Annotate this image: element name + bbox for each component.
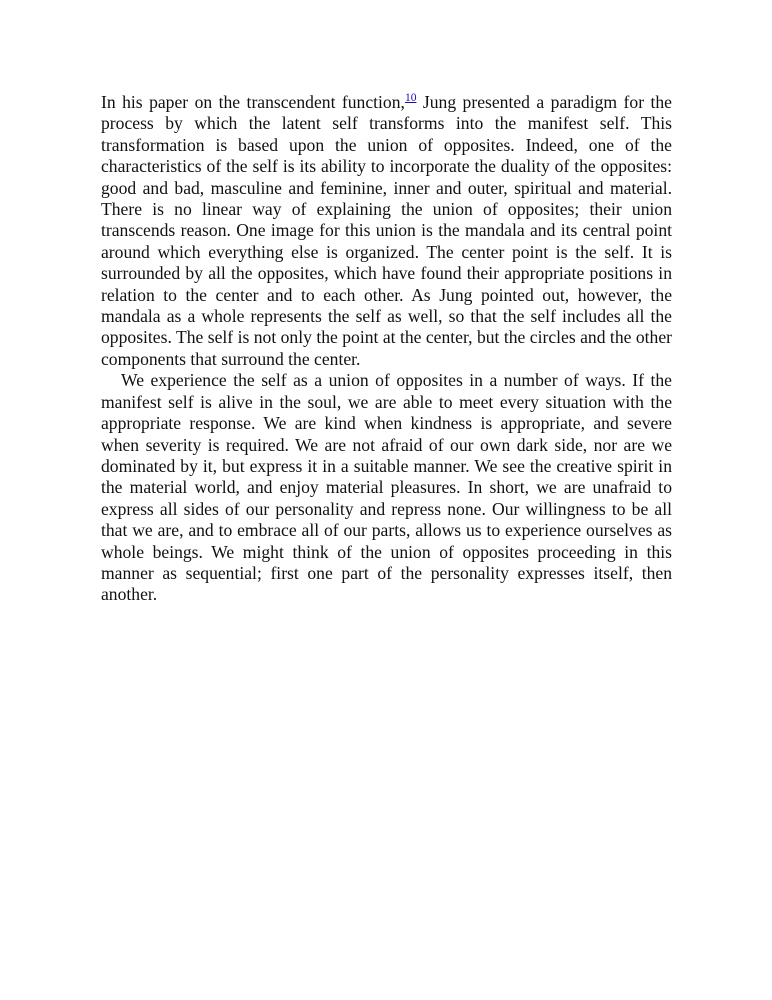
paragraph-1-text-rest: Jung presented a paradigm for the process by which the latent self transforms into the manifest self. This transformation is based upon the union of opposites. Indeed, one of the characteristics of the self is its ability to incorporate the duality of the opposites: good and bad, masculine and feminine, inner and outer, spiritual and material. There is no linear way of explaining the union of opposites; their union transcends reason. One image for this union is the mandala and its central point around which everything else is organized. The center point is the self. It is surrounded by all the opposites, which have found their appropriate positions in relation to the center and to each other. As Jung pointed out, however, the mandala as a whole represents the self as well, so that the self includes all the opposites. The self is not only the point at the center, but the circles and the other components that surround the center. [101,92,672,369]
paragraph-1-text-start: In his paper on the transcendent function, [101,92,405,112]
paragraph-1 [101,92,672,370]
paragraph-2: We experience the self as a union of opposites in a number of ways. If the manifest self is alive in the soul, we are able to meet every situation with the appropriate response. We are kind when kindness is appropriate, and severe when severity is required. We are not afraid of our own dark side, nor are we dominated by it, but express it in a suitable manner. We see the creative spirit in the material world, and enjoy material pleasures. In short, we are unafraid to express all sides of our personality and repress none. Our willingness to be all that we are, and to embrace all of our parts, allows us to experience ourselves as whole beings. We might think of the union of opposites proceeding in this manner as sequential; first one part of the personality expresses itself, then another. [101,370,672,605]
footnote-link-10[interactable]: 10 [404,92,417,104]
document-body [101,92,672,606]
